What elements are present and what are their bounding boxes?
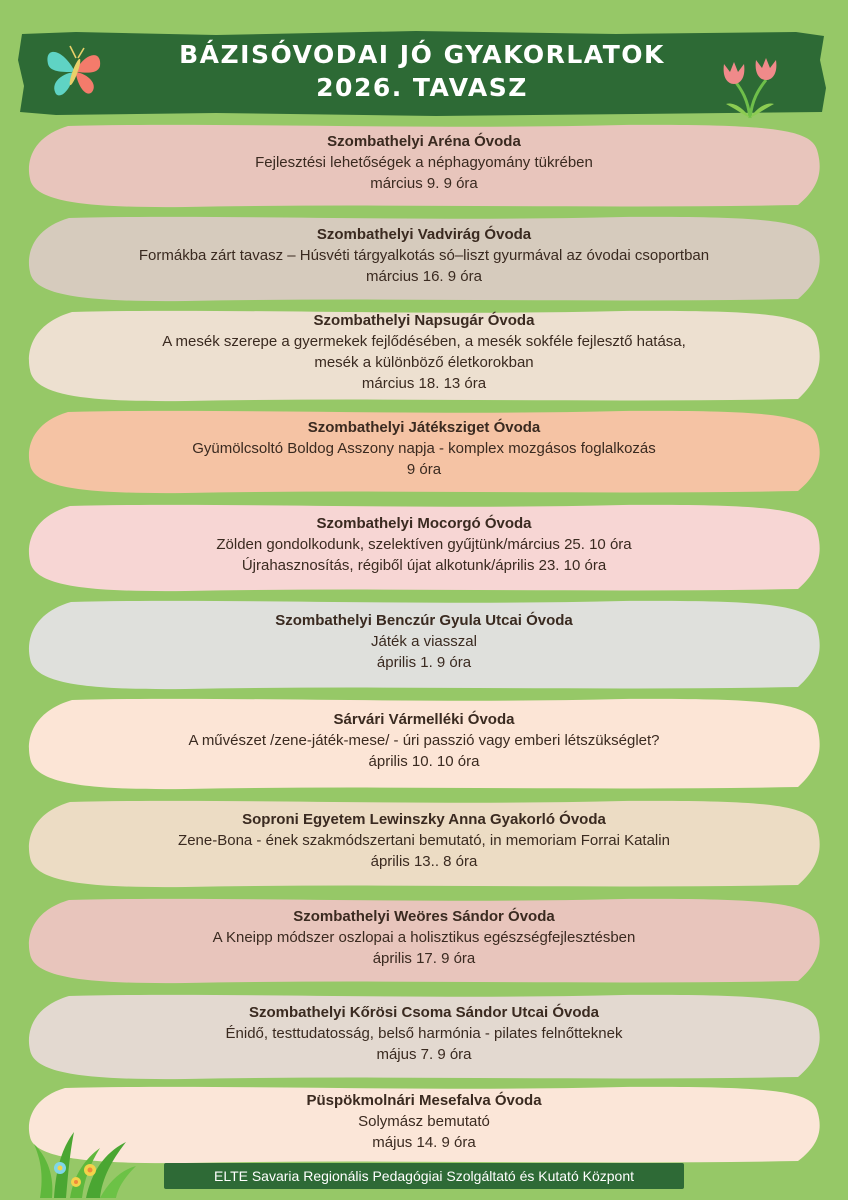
kindergarten-name: Szombathelyi Weöres Sándor Óvoda — [293, 908, 555, 925]
event-card — [26, 504, 822, 592]
event-card-text — [26, 906, 822, 969]
event-card — [26, 698, 822, 790]
event-date-line: április 10. 10 óra — [368, 753, 480, 770]
event-date-line: 9 óra — [406, 461, 442, 478]
event-card — [26, 216, 822, 302]
event-card-text — [26, 1090, 822, 1153]
event-card-text — [26, 610, 822, 673]
grass-flowers-icon — [30, 1118, 140, 1198]
event-card — [26, 600, 822, 690]
event-date-line: március 18. 13 óra — [361, 375, 487, 392]
event-card — [26, 994, 822, 1080]
event-description-line: Zölden gondolkodunk, szelektíven gyűjtünk/március 25. 10 óra — [216, 536, 632, 553]
event-description-line: A művészet /zene-játék-mese/ - úri passzió vagy emberi létszükséglet? — [188, 732, 660, 749]
event-card-text — [26, 310, 822, 394]
event-description-line: Játék a viasszal — [371, 633, 477, 650]
event-card — [26, 410, 822, 494]
event-card — [26, 124, 822, 208]
kindergarten-name: Szombathelyi Kőrösi Csoma Sándor Utcai Óvoda — [248, 1004, 600, 1021]
kindergarten-name: Szombathelyi Mocorgó Óvoda — [316, 515, 532, 532]
kindergarten-name: Szombathelyi Napsugár Óvoda — [313, 312, 535, 329]
event-description-line: Solymász bemutató — [358, 1113, 490, 1130]
event-date-line: március 9. 9 óra — [370, 175, 478, 192]
event-card-text — [26, 809, 822, 872]
kindergarten-name: Szombathelyi Aréna Óvoda — [327, 133, 521, 150]
event-card-text — [26, 513, 822, 576]
kindergarten-name: Sárvári Vármelléki Óvoda — [333, 711, 515, 728]
footer-organization: ELTE Savaria Regionális Pedagógiai Szolgáltató és Kutató Központ — [164, 1163, 684, 1189]
event-description-line: mesék a különböző életkorokban — [314, 354, 534, 371]
event-date-line: május 7. 9 óra — [376, 1046, 472, 1063]
event-date-line: április 13.. 8 óra — [370, 853, 478, 870]
event-date-line: Újrahasznosítás, régiből újat alkotunk/április 23. 10 óra — [241, 557, 607, 574]
event-card — [26, 310, 822, 402]
event-card — [26, 800, 822, 888]
title-line-1: BÁZISÓVODAI JÓ GYAKORLATOK — [179, 40, 665, 69]
event-card-text — [26, 1002, 822, 1065]
event-description-line: Formákba zárt tavasz – Húsvéti tárgyalkotás só–liszt gyurmával az óvodai csoportban — [138, 247, 710, 264]
kindergarten-name: Szombathelyi Játéksziget Óvoda — [307, 419, 541, 436]
event-description-line: A mesék szerepe a gyermekek fejlődésében, a mesék sokféle fejlesztő hatása, — [162, 333, 686, 350]
event-date-line: április 17. 9 óra — [372, 950, 476, 967]
event-card-text — [26, 709, 822, 772]
kindergarten-name: Szombathelyi Vadvirág Óvoda — [316, 226, 532, 243]
event-card — [26, 1086, 822, 1164]
event-card-text — [26, 417, 822, 480]
event-description-line: Zene-Bona - ének szakmódszertani bemutató, in memoriam Forrai Katalin — [178, 832, 670, 849]
event-date-line: március 16. 9 óra — [366, 268, 482, 285]
kindergarten-name: Szombathelyi Benczúr Gyula Utcai Óvoda — [275, 612, 573, 629]
event-card — [26, 898, 822, 984]
event-description-line: Fejlesztési lehetőségek a néphagyomány tükrében — [255, 154, 593, 171]
event-description-line: Gyümölcsoltó Boldog Asszony napja - komplex mozgásos foglalkozás — [192, 440, 656, 457]
kindergarten-name: Püspökmolnári Mesefalva Óvoda — [306, 1092, 542, 1109]
event-description-line: A Kneipp módszer oszlopai a holisztikus egészségfejlesztésben — [212, 929, 636, 946]
event-description-line: Énidő, testtudatosság, belső harmónia - pilates felnőtteknek — [225, 1025, 623, 1042]
event-card-text — [26, 224, 822, 287]
title-line-2: 2026. TAVASZ — [316, 73, 528, 102]
event-card-text — [26, 131, 822, 194]
event-date-line: április 1. 9 óra — [376, 654, 472, 671]
event-date-line: május 14. 9 óra — [372, 1134, 476, 1151]
kindergarten-name: Soproni Egyetem Lewinszky Anna Gyakorló Óvoda — [242, 811, 606, 828]
